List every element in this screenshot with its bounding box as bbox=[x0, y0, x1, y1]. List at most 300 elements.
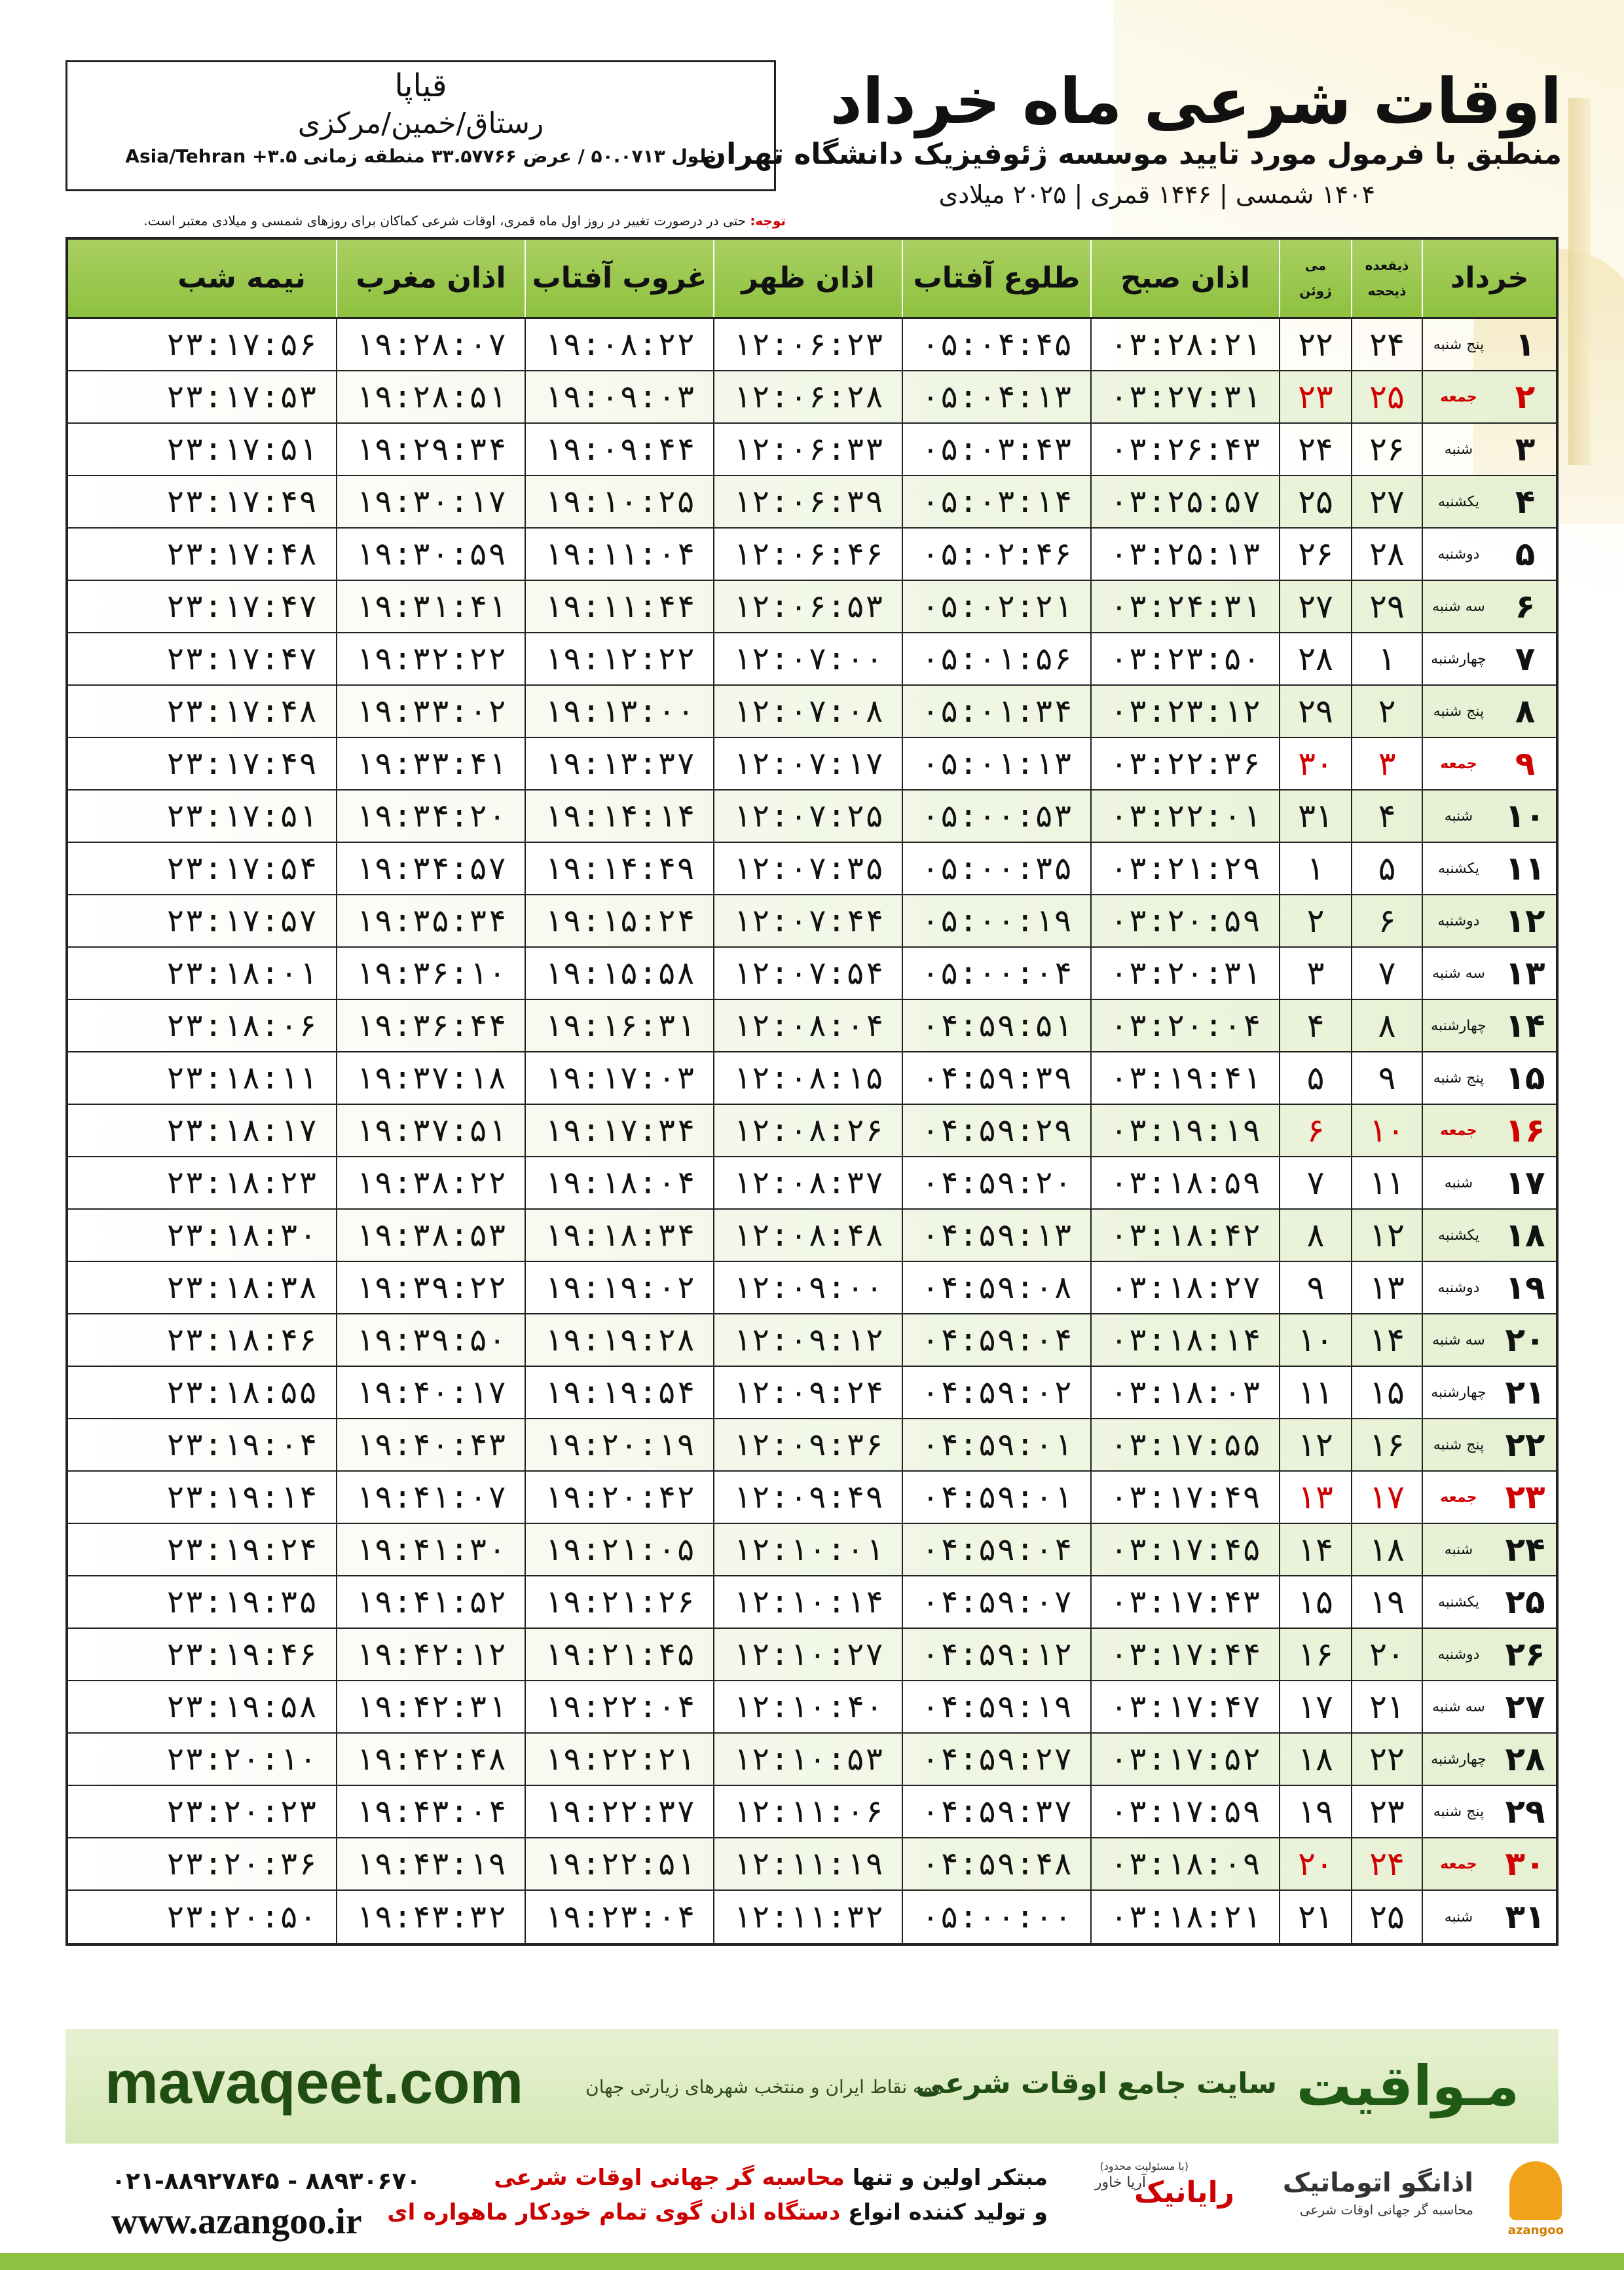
site-link[interactable]: mavaqeet.com bbox=[105, 2049, 524, 2116]
midnight-time: ۲۳:۱۹:۰۴ bbox=[166, 1426, 318, 1463]
sunset-time: ۱۹:۲۱:۰۵ bbox=[525, 1524, 713, 1575]
hijri-day: ۱۷ bbox=[1351, 1472, 1422, 1523]
maghrib-time: ۱۹:۳۰:۱۷ bbox=[336, 476, 525, 527]
table-row bbox=[68, 319, 1556, 371]
sunset-time: ۱۹:۱۵:۲۴ bbox=[525, 895, 713, 946]
gregorian-day: ۱۳ bbox=[1279, 1472, 1351, 1523]
sunrise-time: ۰۵:۰۰:۰۰ bbox=[902, 1891, 1090, 1943]
day-cell bbox=[1422, 581, 1556, 632]
hijri-day: ۲۳ bbox=[1351, 1786, 1422, 1837]
fajr-time: ۰۳:۲۱:۲۹ bbox=[1090, 843, 1279, 894]
sunrise-time: ۰۵:۰۱:۱۳ bbox=[902, 738, 1090, 789]
gregorian-day: ۱۸ bbox=[1279, 1734, 1351, 1785]
sunset-time: ۱۹:۲۲:۵۱ bbox=[525, 1838, 713, 1889]
day-cell bbox=[1422, 1105, 1556, 1156]
sunset-time: ۱۹:۰۸:۲۲ bbox=[525, 319, 713, 370]
day-number: ۱۲ bbox=[1505, 902, 1545, 940]
weekday: دوشنبه bbox=[1437, 1279, 1480, 1296]
maghrib-time: ۱۹:۳۴:۲۰ bbox=[336, 791, 525, 842]
hijri-day: ۱۴ bbox=[1351, 1314, 1422, 1366]
day-number: ۲۶ bbox=[1505, 1635, 1545, 1673]
ad2-red: دستگاه اذان گوی تمام خودکار ماهواره ای bbox=[387, 2199, 841, 2225]
day-number: ۱۰ bbox=[1505, 797, 1545, 835]
maghrib-time: ۱۹:۴۳:۱۹ bbox=[336, 1838, 525, 1889]
weekday: جمعه bbox=[1440, 755, 1477, 772]
day-cell bbox=[1422, 1681, 1556, 1732]
day-cell bbox=[1422, 371, 1556, 422]
header-midnight: نیمه شب bbox=[177, 261, 306, 295]
weekday: پنج شنبه bbox=[1433, 1803, 1485, 1820]
gregorian-day: ۱۶ bbox=[1279, 1629, 1351, 1680]
gregorian-day: ۱۹ bbox=[1279, 1786, 1351, 1837]
day-cell bbox=[1422, 1838, 1556, 1889]
table-row bbox=[68, 1734, 1556, 1786]
hijri-day: ۶ bbox=[1351, 895, 1422, 946]
maghrib-time: ۱۹:۲۹:۳۴ bbox=[336, 424, 525, 475]
midnight-time: ۲۳:۱۷:۴۸ bbox=[166, 693, 318, 730]
dhuhr-time: ۱۲:۱۰:۲۷ bbox=[713, 1629, 902, 1680]
maghrib-time: ۱۹:۳۷:۱۸ bbox=[336, 1052, 525, 1104]
brand-subtext: همه نقاط ایران و منتخب شهرهای زیارتی جهان bbox=[585, 2076, 943, 2098]
sunrise-time: ۰۴:۵۹:۰۲ bbox=[902, 1367, 1090, 1418]
maghrib-time: ۱۹:۴۰:۴۳ bbox=[336, 1419, 525, 1470]
dhuhr-time: ۱۲:۱۰:۴۰ bbox=[713, 1681, 902, 1732]
fajr-time: ۰۳:۲۲:۰۱ bbox=[1090, 791, 1279, 842]
hijri-day: ۲۵ bbox=[1351, 371, 1422, 422]
weekday: پنج شنبه bbox=[1433, 1070, 1485, 1087]
gregorian-day: ۲۶ bbox=[1279, 529, 1351, 580]
hijri-day: ۲ bbox=[1351, 686, 1422, 737]
midnight-time: ۲۳:۲۰:۳۶ bbox=[166, 1846, 318, 1882]
maghrib-time: ۱۹:۳۴:۵۷ bbox=[336, 843, 525, 894]
weekday: جمعه bbox=[1440, 1122, 1477, 1139]
gregorian-day: ۳۱ bbox=[1279, 791, 1351, 842]
sunrise-time: ۰۵:۰۲:۴۶ bbox=[902, 529, 1090, 580]
gregorian-day: ۸ bbox=[1279, 1210, 1351, 1261]
weekday: شنبه bbox=[1444, 1541, 1473, 1558]
dhuhr-time: ۱۲:۰۹:۱۲ bbox=[713, 1314, 902, 1366]
table-row bbox=[68, 1629, 1556, 1681]
gregorian-day: ۲۷ bbox=[1279, 581, 1351, 632]
dhuhr-time: ۱۲:۰۹:۳۶ bbox=[713, 1419, 902, 1470]
sunrise-time: ۰۴:۵۹:۲۷ bbox=[902, 1734, 1090, 1785]
weekday: چهارشنبه bbox=[1431, 1751, 1486, 1768]
fajr-time: ۰۳:۱۸:۲۱ bbox=[1090, 1891, 1279, 1943]
sunset-time: ۱۹:۲۳:۰۴ bbox=[525, 1891, 713, 1943]
day-cell bbox=[1422, 476, 1556, 527]
midnight-time: ۲۳:۱۸:۱۱ bbox=[166, 1060, 318, 1096]
weekday: یکشنبه bbox=[1437, 1593, 1479, 1610]
header-dhuhr: اذان ظهر bbox=[713, 240, 902, 317]
maghrib-time: ۱۹:۳۸:۵۳ bbox=[336, 1210, 525, 1261]
weekday: دوشنبه bbox=[1437, 912, 1480, 929]
dhuhr-time: ۱۲:۰۷:۲۵ bbox=[713, 791, 902, 842]
maghrib-time: ۱۹:۳۹:۲۲ bbox=[336, 1262, 525, 1313]
fajr-time: ۰۳:۱۹:۱۹ bbox=[1090, 1105, 1279, 1156]
day-cell bbox=[1422, 1734, 1556, 1785]
gregorian-day: ۲۱ bbox=[1279, 1891, 1351, 1943]
sunrise-time: ۰۴:۵۹:۰۷ bbox=[902, 1576, 1090, 1628]
sunset-time: ۱۹:۲۲:۰۴ bbox=[525, 1681, 713, 1732]
day-number: ۲۷ bbox=[1505, 1688, 1545, 1726]
dhuhr-time: ۱۲:۰۶:۳۳ bbox=[713, 424, 902, 475]
hijri-day: ۳ bbox=[1351, 738, 1422, 789]
gregorian-day: ۱۵ bbox=[1279, 1576, 1351, 1628]
fajr-time: ۰۳:۱۷:۴۹ bbox=[1090, 1472, 1279, 1523]
dhuhr-time: ۱۲:۰۹:۰۰ bbox=[713, 1262, 902, 1313]
day-cell bbox=[1422, 1472, 1556, 1523]
dhuhr-time: ۱۲:۰۶:۲۸ bbox=[713, 371, 902, 422]
brand-description: سایت جامع اوقات شرعی bbox=[915, 2067, 1277, 2100]
day-number: ۸ bbox=[1515, 692, 1536, 730]
fajr-time: ۰۳:۱۷:۴۷ bbox=[1090, 1681, 1279, 1732]
day-number: ۲۹ bbox=[1505, 1793, 1545, 1831]
fajr-time: ۰۳:۱۷:۴۵ bbox=[1090, 1524, 1279, 1575]
sunset-time: ۱۹:۰۹:۴۴ bbox=[525, 424, 713, 475]
hijri-day: ۱۲ bbox=[1351, 1210, 1422, 1261]
sunrise-time: ۰۴:۵۹:۲۰ bbox=[902, 1157, 1090, 1208]
dhuhr-time: ۱۲:۰۶:۵۳ bbox=[713, 581, 902, 632]
day-cell bbox=[1422, 791, 1556, 842]
sunset-time: ۱۹:۲۰:۱۹ bbox=[525, 1419, 713, 1470]
header-maghrib: اذان مغرب bbox=[336, 240, 525, 317]
weekday: سه شنبه bbox=[1432, 1698, 1485, 1715]
day-number: ۲۱ bbox=[1505, 1373, 1545, 1411]
sunrise-time: ۰۴:۵۹:۴۸ bbox=[902, 1838, 1090, 1889]
day-number: ۶ bbox=[1515, 587, 1536, 625]
midnight-time: ۲۳:۲۰:۲۳ bbox=[166, 1793, 318, 1830]
weekday: چهارشنبه bbox=[1431, 1017, 1486, 1034]
fajr-time: ۰۳:۱۸:۴۲ bbox=[1090, 1210, 1279, 1261]
hijri-day: ۱۹ bbox=[1351, 1576, 1422, 1628]
maghrib-time: ۱۹:۳۵:۳۴ bbox=[336, 895, 525, 946]
maghrib-time: ۱۹:۳۰:۵۹ bbox=[336, 529, 525, 580]
table-row bbox=[68, 686, 1556, 738]
sunrise-time: ۰۴:۵۹:۰۸ bbox=[902, 1262, 1090, 1313]
gregorian-day: ۱۴ bbox=[1279, 1524, 1351, 1575]
day-cell bbox=[1422, 738, 1556, 789]
note-label: توجه: bbox=[750, 213, 786, 229]
sunrise-time: ۰۵:۰۰:۱۹ bbox=[902, 895, 1090, 946]
table-row bbox=[68, 895, 1556, 948]
midnight-time: ۲۳:۱۷:۴۹ bbox=[166, 745, 318, 782]
sunset-time: ۱۹:۱۹:۲۸ bbox=[525, 1314, 713, 1366]
gregorian-day: ۱۲ bbox=[1279, 1419, 1351, 1470]
day-number: ۳۰ bbox=[1505, 1845, 1545, 1883]
website-link[interactable]: www.azangoo.ir bbox=[111, 2201, 362, 2242]
maghrib-time: ۱۹:۳۸:۲۲ bbox=[336, 1157, 525, 1208]
midnight-time: ۲۳:۱۷:۴۸ bbox=[166, 536, 318, 572]
sunrise-time: ۰۴:۵۹:۰۴ bbox=[902, 1524, 1090, 1575]
weekday: شنبه bbox=[1444, 1908, 1473, 1926]
rayanik-sub: آریا خاور bbox=[1094, 2174, 1146, 2191]
note-text: حتی در درصورت تغییر در روز اول ماه قمری، اوقات شرعی کماکان برای روزهای شمسی و میلادی معتبر است. bbox=[143, 213, 747, 229]
maghrib-time: ۱۹:۴۱:۳۰ bbox=[336, 1524, 525, 1575]
fajr-time: ۰۳:۲۵:۱۳ bbox=[1090, 529, 1279, 580]
table-row bbox=[68, 1262, 1556, 1314]
table-body bbox=[68, 319, 1556, 1943]
sunset-time: ۱۹:۱۲:۲۲ bbox=[525, 633, 713, 684]
maghrib-time: ۱۹:۲۸:۰۷ bbox=[336, 319, 525, 370]
fajr-time: ۰۳:۱۷:۵۹ bbox=[1090, 1786, 1279, 1837]
weekday: یکشنبه bbox=[1437, 1227, 1479, 1244]
azangoo-sub: محاسبه گر جهانی اوقات شرعی bbox=[1299, 2202, 1473, 2218]
sunset-time: ۱۹:۱۸:۳۴ bbox=[525, 1210, 713, 1261]
hijri-day: ۲۶ bbox=[1351, 424, 1422, 475]
maghrib-time: ۱۹:۳۶:۱۰ bbox=[336, 948, 525, 999]
day-number: ۱۵ bbox=[1505, 1059, 1545, 1097]
maghrib-time: ۱۹:۴۲:۳۱ bbox=[336, 1681, 525, 1732]
hijri-day: ۲۴ bbox=[1351, 319, 1422, 370]
header-sunrise: طلوع آفتاب bbox=[902, 240, 1090, 317]
sunset-time: ۱۹:۲۱:۴۵ bbox=[525, 1629, 713, 1680]
midnight-time: ۲۳:۱۸:۵۵ bbox=[166, 1374, 318, 1411]
day-number: ۳۱ bbox=[1505, 1898, 1545, 1936]
dhuhr-time: ۱۲:۰۷:۱۷ bbox=[713, 738, 902, 789]
sunrise-time: ۰۴:۵۹:۳۷ bbox=[902, 1786, 1090, 1837]
midnight-time: ۲۳:۱۹:۴۶ bbox=[166, 1636, 318, 1673]
midnight-time: ۲۳:۱۷:۴۷ bbox=[166, 641, 318, 677]
note bbox=[143, 213, 786, 229]
dhuhr-time: ۱۲:۱۱:۰۶ bbox=[713, 1786, 902, 1837]
hijri-day: ۱۳ bbox=[1351, 1262, 1422, 1313]
table-row bbox=[68, 1000, 1556, 1052]
sunset-time: ۱۹:۲۲:۳۷ bbox=[525, 1786, 713, 1837]
day-number: ۱۸ bbox=[1505, 1216, 1545, 1254]
table-row bbox=[68, 791, 1556, 843]
hijri-day: ۲۲ bbox=[1351, 1734, 1422, 1785]
table-row bbox=[68, 948, 1556, 1000]
table-row bbox=[68, 633, 1556, 686]
midnight-time: ۲۳:۱۷:۴۹ bbox=[166, 483, 318, 520]
midnight-time: ۲۳:۱۹:۵۸ bbox=[166, 1688, 318, 1725]
hijri-day: ۱۵ bbox=[1351, 1367, 1422, 1418]
weekday: جمعه bbox=[1440, 1855, 1477, 1872]
sunrise-time: ۰۵:۰۰:۰۴ bbox=[902, 948, 1090, 999]
hijri-day: ۵ bbox=[1351, 843, 1422, 894]
dhuhr-time: ۱۲:۰۷:۰۰ bbox=[713, 633, 902, 684]
table-row bbox=[68, 1786, 1556, 1838]
day-cell bbox=[1422, 1419, 1556, 1470]
table-row bbox=[68, 843, 1556, 895]
day-number: ۱۶ bbox=[1505, 1111, 1545, 1149]
maghrib-time: ۱۹:۳۳:۴۱ bbox=[336, 738, 525, 789]
dhuhr-time: ۱۲:۰۷:۰۸ bbox=[713, 686, 902, 737]
bottom-bar bbox=[0, 2253, 1624, 2270]
header-gregorian bbox=[1279, 240, 1351, 317]
table-row bbox=[68, 1472, 1556, 1524]
maghrib-time: ۱۹:۳۳:۰۲ bbox=[336, 686, 525, 737]
sunrise-time: ۰۵:۰۳:۱۴ bbox=[902, 476, 1090, 527]
maghrib-time: ۱۹:۴۰:۱۷ bbox=[336, 1367, 525, 1418]
table-row bbox=[68, 476, 1556, 529]
minaret-image bbox=[1568, 98, 1591, 465]
header-fajr: اذان صبح bbox=[1090, 240, 1279, 317]
dhuhr-time: ۱۲:۰۸:۰۴ bbox=[713, 1000, 902, 1051]
midnight-time: ۲۳:۱۷:۵۷ bbox=[166, 902, 318, 939]
hijri-day: ۲۱ bbox=[1351, 1681, 1422, 1732]
sunrise-time: ۰۴:۵۹:۳۹ bbox=[902, 1052, 1090, 1104]
day-number: ۲۸ bbox=[1505, 1740, 1545, 1778]
sunset-time: ۱۹:۱۷:۳۴ bbox=[525, 1105, 713, 1156]
city-name: قیاپا bbox=[394, 67, 447, 104]
weekday: یکشنبه bbox=[1437, 860, 1479, 877]
azangoo-tag: azangoo bbox=[1507, 2223, 1564, 2237]
table-row bbox=[68, 1105, 1556, 1157]
fajr-time: ۰۳:۲۳:۱۲ bbox=[1090, 686, 1279, 737]
azangoo-icon bbox=[1509, 2161, 1562, 2220]
midnight-time: ۲۳:۱۹:۳۵ bbox=[166, 1584, 318, 1620]
weekday: پنج شنبه bbox=[1433, 336, 1485, 353]
fajr-time: ۰۳:۱۷:۴۳ bbox=[1090, 1576, 1279, 1628]
table-header bbox=[68, 240, 1556, 319]
sunset-time: ۱۹:۱۱:۰۴ bbox=[525, 529, 713, 580]
day-cell bbox=[1422, 424, 1556, 475]
hijri-day: ۷ bbox=[1351, 948, 1422, 999]
fajr-time: ۰۳:۱۸:۲۷ bbox=[1090, 1262, 1279, 1313]
dhuhr-time: ۱۲:۰۷:۴۴ bbox=[713, 895, 902, 946]
dhuhr-time: ۱۲:۰۸:۴۸ bbox=[713, 1210, 902, 1261]
day-cell bbox=[1422, 1262, 1556, 1313]
weekday: شنبه bbox=[1444, 441, 1473, 458]
hijri-day: ۲۸ bbox=[1351, 529, 1422, 580]
maghrib-time: ۱۹:۲۸:۵۱ bbox=[336, 371, 525, 422]
sunset-time: ۱۹:۱۳:۳۷ bbox=[525, 738, 713, 789]
dhuhr-time: ۱۲:۱۰:۱۴ bbox=[713, 1576, 902, 1628]
coordinates: طول ۵۰.۰۷۱۳ / عرض ۳۳.۵۷۷۶۶ منطقه زمانی ۳.۵+ Asia/Tehran bbox=[125, 145, 716, 167]
sunrise-time: ۰۴:۵۹:۱۳ bbox=[902, 1210, 1090, 1261]
hijri-day: ۱۰ bbox=[1351, 1105, 1422, 1156]
hijri-day: ۲۷ bbox=[1351, 476, 1422, 527]
maghrib-time: ۱۹:۳۷:۵۱ bbox=[336, 1105, 525, 1156]
day-number: ۱ bbox=[1515, 326, 1536, 363]
day-cell bbox=[1422, 1629, 1556, 1680]
weekday: شنبه bbox=[1444, 1174, 1473, 1191]
hijri-day: ۲۵ bbox=[1351, 1891, 1422, 1943]
gregorian-day: ۱ bbox=[1279, 843, 1351, 894]
gregorian-day: ۲ bbox=[1279, 895, 1351, 946]
day-cell bbox=[1422, 633, 1556, 684]
brand-logo: مـواقیت bbox=[1296, 2054, 1519, 2118]
fajr-time: ۰۳:۱۸:۰۹ bbox=[1090, 1838, 1279, 1889]
day-cell bbox=[1422, 895, 1556, 946]
dhuhr-time: ۱۲:۰۶:۴۶ bbox=[713, 529, 902, 580]
fajr-time: ۰۳:۲۸:۲۱ bbox=[1090, 319, 1279, 370]
fajr-time: ۰۳:۲۴:۳۱ bbox=[1090, 581, 1279, 632]
table-row bbox=[68, 1419, 1556, 1472]
sunset-time: ۱۹:۱۱:۴۴ bbox=[525, 581, 713, 632]
weekday: چهارشنبه bbox=[1431, 1384, 1486, 1401]
sunset-time: ۱۹:۱۵:۵۸ bbox=[525, 948, 713, 999]
weekday: جمعه bbox=[1440, 1489, 1477, 1506]
table-row bbox=[68, 1210, 1556, 1262]
maghrib-time: ۱۹:۳۶:۴۴ bbox=[336, 1000, 525, 1051]
header-greg-top: می bbox=[1304, 257, 1327, 273]
fajr-time: ۰۳:۱۷:۵۵ bbox=[1090, 1419, 1279, 1470]
mavaqeet-banner bbox=[65, 2029, 1559, 2144]
maghrib-time: ۱۹:۴۲:۱۲ bbox=[336, 1629, 525, 1680]
table-row bbox=[68, 1838, 1556, 1891]
sunrise-time: ۰۵:۰۱:۳۴ bbox=[902, 686, 1090, 737]
midnight-time: ۲۳:۱۸:۲۳ bbox=[166, 1164, 318, 1201]
page-subtitle: منطبق با فرمول مورد تایید موسسه ژئوفیزیک دانشگاه تهران bbox=[701, 138, 1562, 171]
gregorian-day: ۲۸ bbox=[1279, 633, 1351, 684]
midnight-time: ۲۳:۱۸:۱۷ bbox=[166, 1112, 318, 1149]
ad-line-2 bbox=[387, 2199, 1048, 2225]
sunset-time: ۱۹:۰۹:۰۳ bbox=[525, 371, 713, 422]
header-hijri-top: ذیقعده bbox=[1365, 257, 1409, 273]
weekday: سه شنبه bbox=[1432, 598, 1485, 615]
sunset-time: ۱۹:۱۷:۰۳ bbox=[525, 1052, 713, 1104]
day-number: ۱۹ bbox=[1505, 1269, 1545, 1307]
gregorian-day: ۱۰ bbox=[1279, 1314, 1351, 1366]
table-row bbox=[68, 1157, 1556, 1210]
table-row bbox=[68, 1681, 1556, 1734]
region-name: رستاق/خمین/مرکزی bbox=[297, 107, 544, 140]
weekday: پنج شنبه bbox=[1433, 703, 1485, 720]
fajr-time: ۰۳:۱۸:۱۴ bbox=[1090, 1314, 1279, 1366]
weekday: دوشنبه bbox=[1437, 546, 1480, 563]
dhuhr-time: ۱۲:۰۸:۲۶ bbox=[713, 1105, 902, 1156]
rayanik-note: (با مسئولیت محدود) bbox=[1099, 2160, 1189, 2172]
day-cell bbox=[1422, 319, 1556, 370]
gregorian-day: ۲۲ bbox=[1279, 319, 1351, 370]
midnight-time: ۲۳:۱۷:۵۶ bbox=[166, 326, 318, 363]
day-cell bbox=[1422, 686, 1556, 737]
midnight-time: ۲۳:۱۸:۳۸ bbox=[166, 1269, 318, 1306]
dhuhr-time: ۱۲:۱۱:۳۲ bbox=[713, 1891, 902, 1943]
sunrise-time: ۰۴:۵۹:۱۲ bbox=[902, 1629, 1090, 1680]
midnight-time: ۲۳:۱۹:۱۴ bbox=[166, 1479, 318, 1516]
table-row bbox=[68, 738, 1556, 791]
sunrise-time: ۰۴:۵۹:۵۱ bbox=[902, 1000, 1090, 1051]
table-row bbox=[68, 581, 1556, 633]
table-row bbox=[68, 1367, 1556, 1419]
fajr-time: ۰۳:۱۷:۵۲ bbox=[1090, 1734, 1279, 1785]
hijri-day: ۹ bbox=[1351, 1052, 1422, 1104]
hijri-day: ۲۰ bbox=[1351, 1629, 1422, 1680]
fajr-time: ۰۳:۱۷:۴۴ bbox=[1090, 1629, 1279, 1680]
sunrise-time: ۰۴:۵۹:۰۴ bbox=[902, 1314, 1090, 1366]
fajr-time: ۰۳:۲۶:۴۳ bbox=[1090, 424, 1279, 475]
hijri-day: ۱۱ bbox=[1351, 1157, 1422, 1208]
weekday: سه شنبه bbox=[1432, 965, 1485, 982]
sunset-time: ۱۹:۱۸:۰۴ bbox=[525, 1157, 713, 1208]
sunset-time: ۱۹:۲۲:۲۱ bbox=[525, 1734, 713, 1785]
dhuhr-time: ۱۲:۱۰:۰۱ bbox=[713, 1524, 902, 1575]
day-cell bbox=[1422, 1576, 1556, 1628]
ad2-pre: و تولید کننده انواع bbox=[848, 2199, 1048, 2225]
gregorian-day: ۶ bbox=[1279, 1105, 1351, 1156]
fajr-time: ۰۳:۱۸:۰۳ bbox=[1090, 1367, 1279, 1418]
ad1-pre: مبتکر اولین و تنها bbox=[852, 2165, 1048, 2191]
table-row bbox=[68, 1524, 1556, 1576]
header-greg-bottom: ژوئن bbox=[1299, 283, 1332, 299]
weekday: سه شنبه bbox=[1432, 1331, 1485, 1349]
dhuhr-time: ۱۲:۰۷:۳۵ bbox=[713, 843, 902, 894]
table-row bbox=[68, 371, 1556, 424]
day-number: ۱۴ bbox=[1505, 1007, 1545, 1045]
dhuhr-time: ۱۲:۰۹:۴۹ bbox=[713, 1472, 902, 1523]
day-number: ۲۰ bbox=[1505, 1321, 1545, 1359]
hijri-day: ۱۶ bbox=[1351, 1419, 1422, 1470]
table-row bbox=[68, 1052, 1556, 1105]
day-cell bbox=[1422, 1000, 1556, 1051]
hijri-day: ۲۴ bbox=[1351, 1838, 1422, 1889]
dhuhr-time: ۱۲:۰۷:۵۴ bbox=[713, 948, 902, 999]
weekday: دوشنبه bbox=[1437, 1646, 1480, 1663]
midnight-time: ۲۳:۱۸:۰۶ bbox=[166, 1007, 318, 1044]
